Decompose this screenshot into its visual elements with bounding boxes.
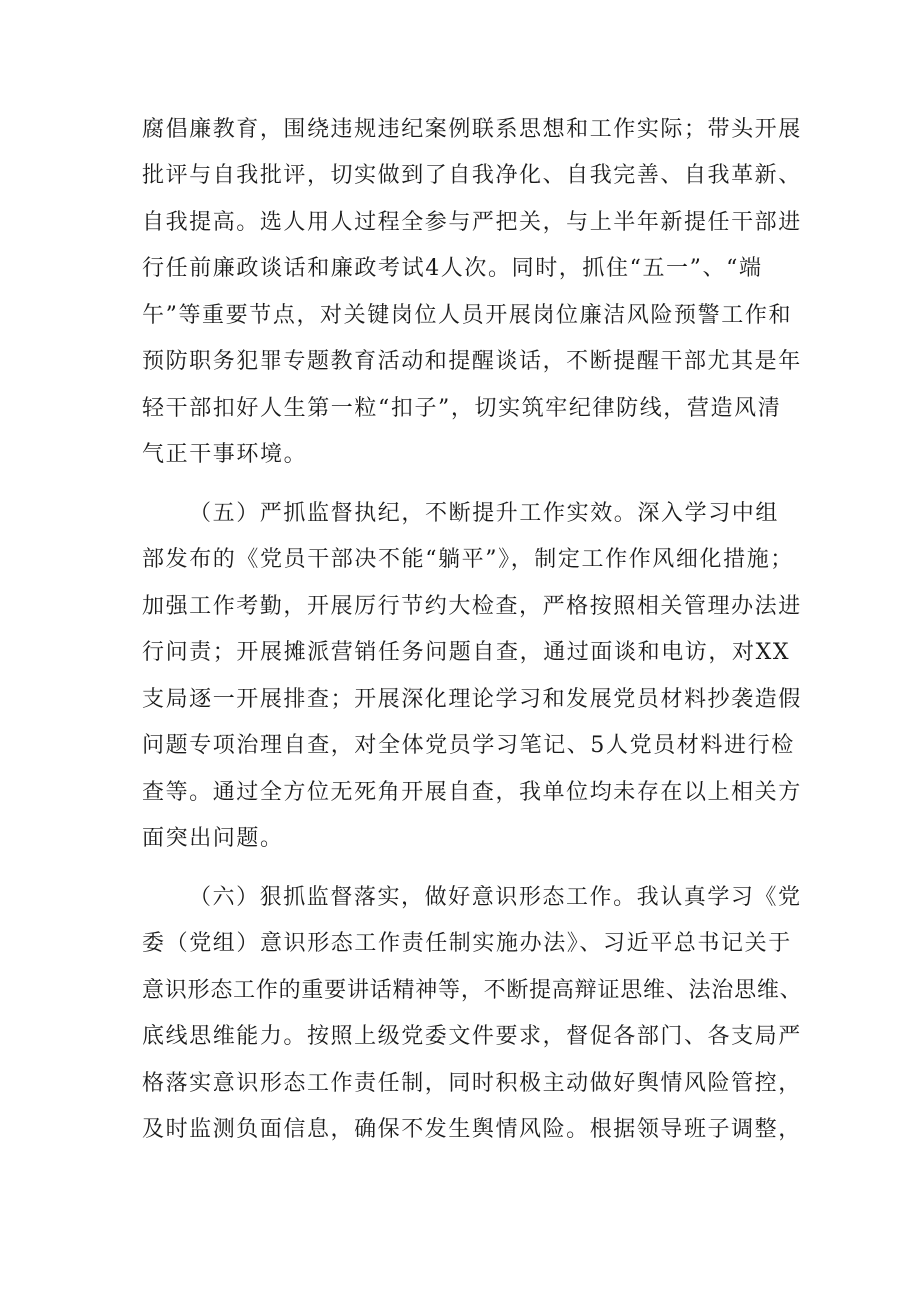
paragraph-line: 午”等重要节点，对关键岗位人员开展岗位廉洁风险预警工作和 <box>142 303 793 328</box>
paragraph-line: 底线思维能力。按照上级党委文件要求，督促各部门、各支局严 <box>142 1024 802 1049</box>
paragraph-line: 格落实意识形态工作责任制，同时积极主动做好舆情风险管控， <box>142 1071 802 1096</box>
paragraph-line: 轻干部扣好人生第一粒“扣子”，切实筑牢纪律防线，营造风清 <box>142 396 782 421</box>
paragraph-line: 查等。通过全方位无死角开展自查，我单位均未存在以上相关方 <box>142 780 802 805</box>
paragraph-line: 问题专项治理自查，对全体党员学习笔记、5人党员材料进行检 <box>142 733 795 758</box>
paragraph-line: 意识形态工作的重要讲话精神等，不断提高辩证思维、法治思维、 <box>142 978 803 1003</box>
paragraph-line: 委（党组）意识形态工作责任制实施办法》、习近平总书记关于 <box>142 931 792 956</box>
paragraph-line: 面突出问题。 <box>142 826 284 851</box>
paragraph-line: 及时监测负面信息，确保不发生舆情风险。根据领导班子调整， <box>142 1117 802 1142</box>
paragraph-line: 行问责；开展摊派营销任务问题自查，通过面谈和电访，对XX <box>142 640 791 665</box>
paragraph-first-line: （六）狠抓监督落实，做好意识形态工作。我认真学习《党 <box>189 885 802 910</box>
paragraph-line: 支局逐一开展排查；开展深化理论学习和发展党员材料抄袭造假 <box>142 687 802 712</box>
paragraph-line: 批评与自我批评，切实做到了自我净化、自我完善、自我革新、 <box>142 163 802 188</box>
paragraph-line: 气正干事环境。 <box>142 442 308 467</box>
paragraph-line: 行任前廉政谈话和廉政考试4人次。同时，抓住“五一”、“端 <box>142 256 763 281</box>
paragraph-line: 自我提高。选人用人过程全参与严把关，与上半年新提任干部进 <box>142 210 802 235</box>
paragraph-line: 加强工作考勤，开展厉行节约大检查，严格按照相关管理办法进 <box>142 594 802 619</box>
paragraph-first-line: （五）严抓监督执纪，不断提升工作实效。深入学习中组 <box>189 501 780 526</box>
paragraph-line: 预防职务犯罪专题教育活动和提醒谈话，不断提醒干部尤其是年 <box>142 349 802 374</box>
paragraph-line: 部发布的《党员干部决不能“躺平”》，制定工作作风细化措施； <box>142 547 794 572</box>
paragraph-line: 腐倡廉教育，围绕违规违纪案例联系思想和工作实际；带头开展 <box>142 117 802 142</box>
